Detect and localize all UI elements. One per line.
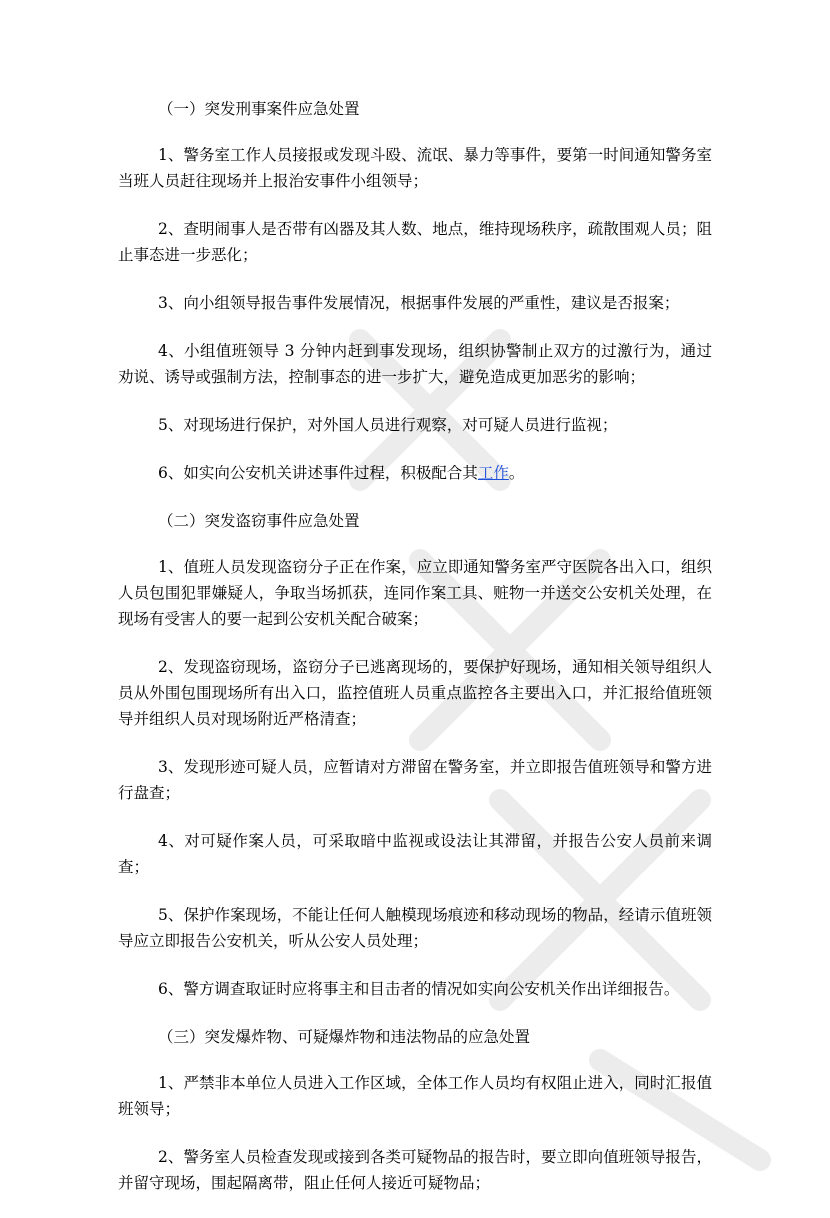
section1-item-6-end: 。 (508, 464, 525, 482)
section-heading-2: （二）突发盗窃事件应急处置 (158, 512, 360, 530)
section2-item-6: 6、警方调查取证时应将事主和目击者的情况如实向公安机关作出详细报告。 (158, 980, 680, 998)
section2-item-2: 2、发现盗窃现场，盗窃分子已逃离现场的，要保护好现场，通知相关领导组织人员从外围包围现场所有出入口，监控值班人员重点监控各主要出入口，并汇报给值班领导并组织人员对现场附近严格清查； (118, 658, 712, 728)
section1-item-5: 5、对现场进行保护，对外国人员进行观察，对可疑人员进行监视； (158, 416, 618, 434)
section2-item-3: 3、发现形迹可疑人员，应暂请对方滞留在警务室，并立即报告值班领导和警方进行盘查； (118, 758, 712, 802)
section1-item-4: 4、小组值班领导 3 分钟内赶到事发现场，组织协警制止双方的过激行为，通过劝说、诱导或强制方法，控制事态的进一步扩大，避免造成更加恶劣的影响； (118, 342, 712, 386)
section-heading-1: （一）突发刑事案件应急处置 (158, 100, 360, 118)
section3-item-2: 2、警务室人员检查发现或接到各类可疑物品的报告时，要立即向值班领导报告，并留守现场，围起隔离带，阻止任何人接近可疑物品； (118, 1148, 712, 1192)
section1-item-1: 1、警务室工作人员接报或发现斗殴、流氓、暴力等事件，要第一时间通知警务室当班人员赶往现场并上报治安事件小组领导； (118, 146, 712, 190)
section2-item-1: 1、值班人员发现盗窃分子正在作案，应立即通知警务室严守医院各出入口，组织人员包围犯罪嫌疑人，争取当场抓获，连同作案工具、赃物一并送交公安机关处理，在现场有受害人的要一起到公安机关配合破案； (118, 558, 712, 628)
section2-item-5: 5、保护作案现场，不能让任何人触模现场痕迹和移动现场的物品，经请示值班领导应立即报告公安机关，听从公安人员处理； (118, 906, 712, 950)
section-heading-3: （三）突发爆炸物、可疑爆炸物和违法物品的应急处置 (158, 1028, 531, 1046)
section3-item-1: 1、严禁非本单位人员进入工作区域，全体工作人员均有权阻止进入，同时汇报值班领导； (118, 1074, 712, 1118)
section1-item-6-text: 6、如实向公安机关讲述事件过程，积极配合其 (158, 464, 478, 482)
section1-item-3: 3、向小组领导报告事件发展情况，根据事件发展的严重性，建议是否报案； (158, 294, 680, 312)
document-body (118, 96, 712, 1218)
section1-item-6 (118, 460, 712, 486)
section2-item-4: 4、对可疑作案人员，可采取暗中监视或设法让其滞留，并报告公安人员前来调查； (118, 832, 712, 876)
section1-item-2: 2、查明闹事人是否带有凶器及其人数、地点，维持现场秩序，疏散围观人员；阻止事态进一步恶化； (118, 220, 712, 264)
work-link[interactable]: 工作 (477, 464, 509, 482)
